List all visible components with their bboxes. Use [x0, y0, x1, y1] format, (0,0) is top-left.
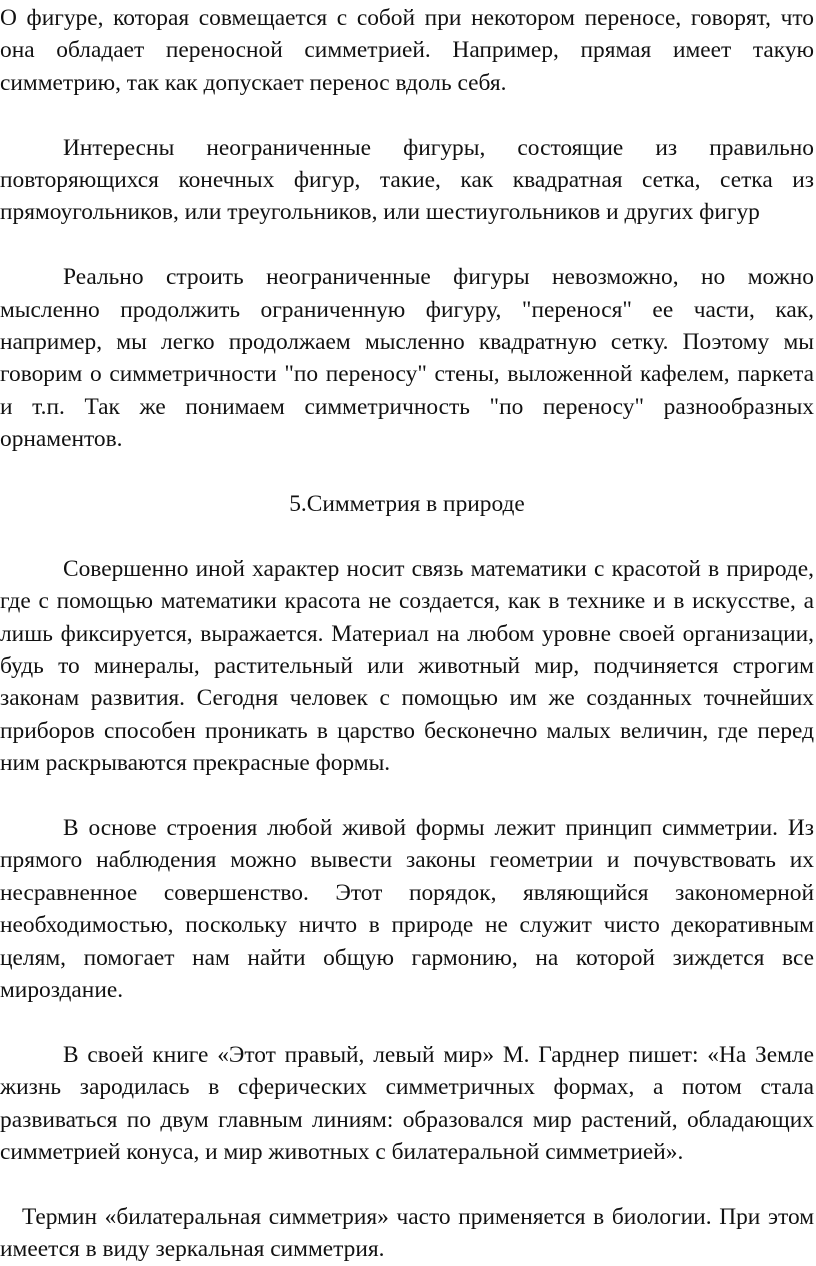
paragraph-mental-continuation: Реально строить неограниченные фигуры невозможно, но можно мысленно продолжить ограниченную фигуру, "перенося" ее части, как, например, мы легко продолжаем мысленно квадратную сетку. Поэтому мы говорим о симметричности "по переносу" стены, выложенной кафелем, паркета и т.п. Так же понимаем симметричность "по переносу" разнообразных орнаментов. — [0, 264, 814, 453]
paragraph-math-and-beauty: Совершенно иной характер носит связь математики с красотой в природе, где с помощью математики красота не создается, как в технике и в искусстве, а лишь фиксируется, выражается. Материал на любом уровне своей организации, будь то минералы, растительный или животный мир, подчиняется строгим законам развития. Сегодня человек с помощью им же созданных точнейших приборов способен проникать в царство бесконечно малых величин, где перед ним раскрываются прекрасные формы. — [0, 555, 814, 777]
paragraph-unbounded-figures: Интересны неограниченные фигуры, состоящие из правильно повторяющихся конечных фигур, такие, как квадратная сетка, сетка из прямоугольников, или треугольников, или шестиугольников и других фигур — [0, 134, 814, 226]
paragraph-gardner-quote: В своей книге «Этот правый, левый мир» М. Гарднер пишет: «На Земле жизнь зародилась в сферических симметричных формах, а потом стала развиваться по двум главным линиям: образовался мир растений, обладающих симметрией конуса, и мир животных с билатеральной симметрией». — [0, 1041, 814, 1166]
paragraph-translation-symmetry: О фигуре, которая совмещается с собой при некотором переносе, говорят, что она обладает переносной симметрией. Например, прямая имеет такую симметрию, так как допускает перенос вдоль себя. — [0, 5, 814, 96]
paragraph-symmetry-principle: В основе строения любой живой формы лежит принцип симметрии. Из прямого наблюдения можно вывести законы геометрии и почувствовать их несравненное совершенство. Этот порядок, являющийся закономерной необходимостью, поскольку ничто в природе не служит чисто декоративным целям, помогает нам найти общую гармонию, на которой зиждется все мироздание. — [0, 815, 814, 1004]
paragraph-bilateral-term: Термин «билатеральная симметрия» часто применяется в биологии. При этом имеется в виду зеркальная симметрия. — [0, 1203, 814, 1263]
section-heading: 5.Симметрия в природе — [289, 491, 525, 518]
